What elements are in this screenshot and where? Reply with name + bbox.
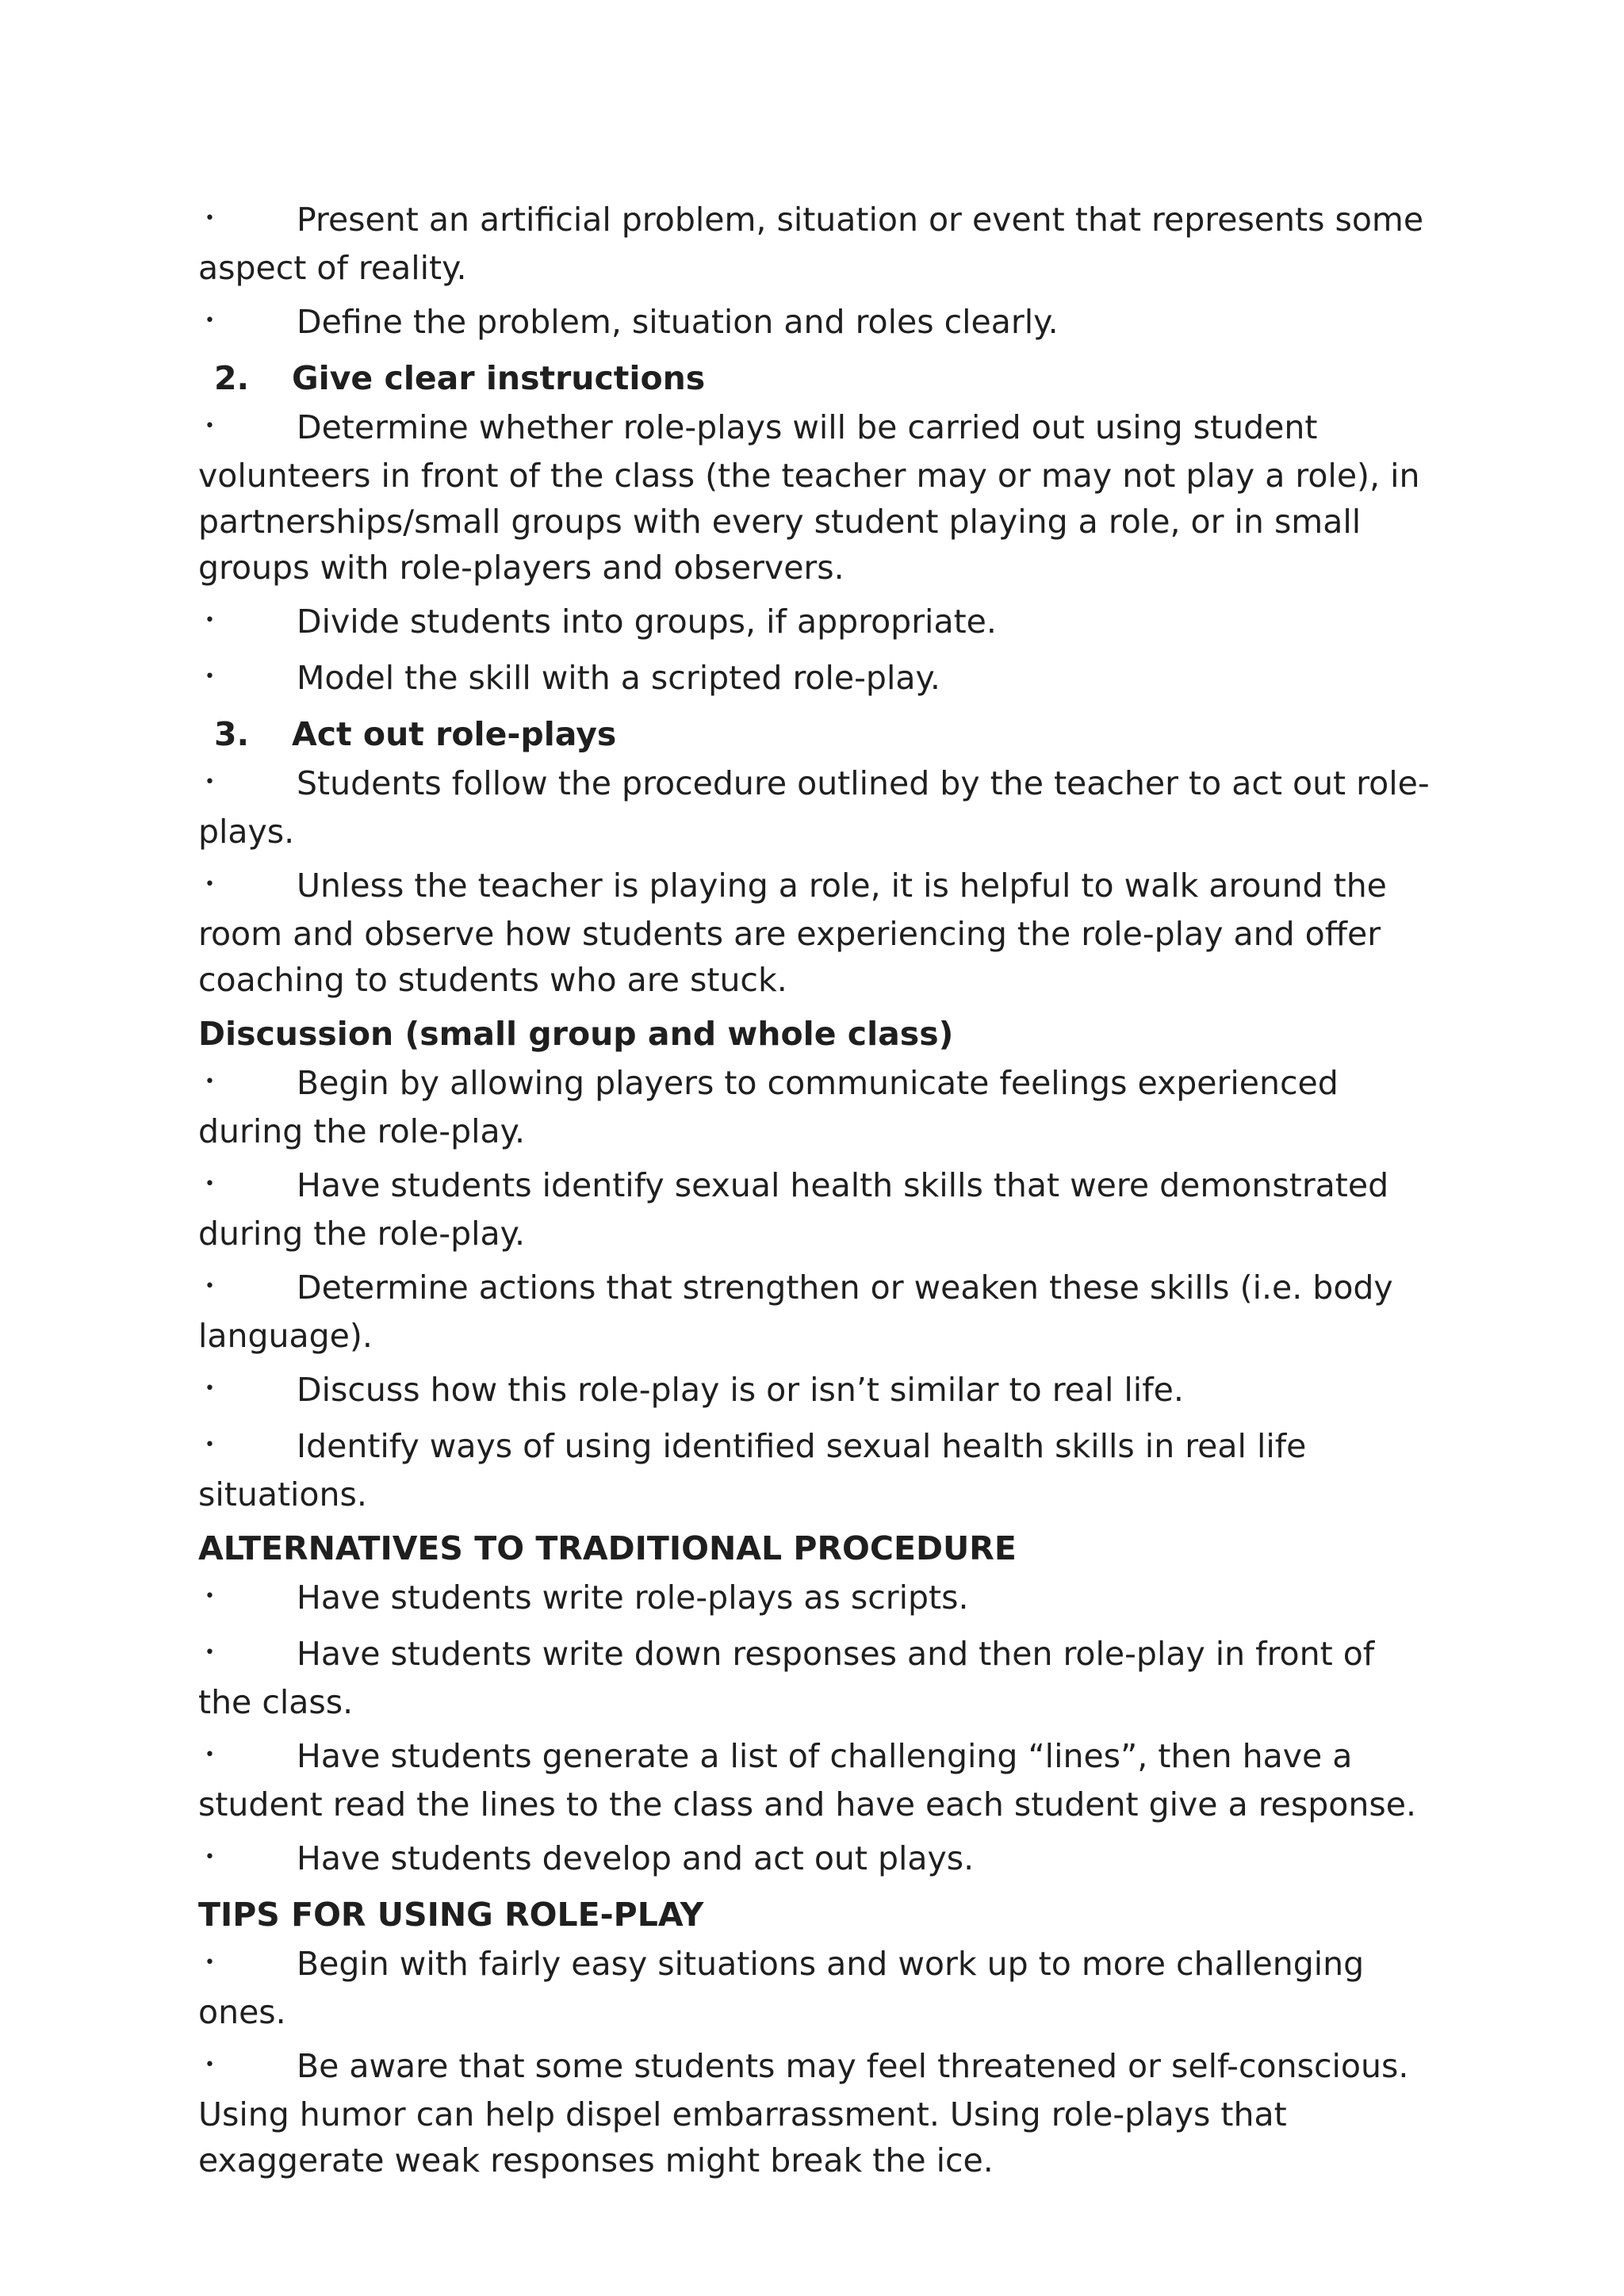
bullet-item [198, 1162, 1435, 1257]
bullet-icon: • [205, 1586, 215, 1606]
bullet-text: Discuss how this role-play is or isn’t similar to real life. [297, 1371, 1184, 1409]
bullet-icon: • [205, 416, 215, 436]
bullet-item [198, 1835, 1435, 1884]
bullet-icon: • [205, 610, 215, 630]
bullet-text: Begin with fairly easy situations and work up to more challenging ones. [198, 1945, 1365, 2031]
section-heading: Discussion (small group and whole class) [198, 1015, 954, 1053]
bullet-icon: • [205, 1379, 215, 1399]
bullet-item [198, 599, 1435, 647]
bullet-item [198, 2043, 1435, 2183]
bullet-icon: • [205, 1745, 215, 1765]
bullet-text: Divide students into groups, if appropriate. [297, 603, 997, 641]
bullet-text: Unless the teacher is playing a role, it is helpful to walk around the room and observe how students are experiencing the role-play and offer coaching to students who are stuck. [198, 867, 1387, 999]
bullet-item [198, 1575, 1435, 1623]
bullet-item [198, 655, 1435, 703]
step-number: 2. [214, 359, 250, 397]
bullet-icon: • [205, 667, 215, 687]
bullet-text: Present an artificial problem, situation or event that represents some aspect of reality. [198, 201, 1424, 287]
step-number: 3. [214, 715, 250, 753]
bullet-text: Have students write down responses and then role-play in front of the class. [198, 1635, 1375, 1721]
bullet-icon: • [205, 1847, 215, 1867]
section-heading: ALTERNATIVES TO TRADITIONAL PROCEDURE [198, 1529, 1017, 1567]
bullet-text: Have students write role-plays as scripts. [297, 1578, 969, 1617]
bullet-icon: • [205, 1072, 215, 1092]
bullet-text: Have students develop and act out plays. [297, 1839, 975, 1877]
bullet-text: Identify ways of using identified sexual health skills in real life situations. [198, 1427, 1307, 1513]
step-title: Give clear instructions [292, 359, 706, 397]
bullet-text: Define the problem, situation and roles clearly. [297, 303, 1059, 341]
bullet-icon: • [205, 1174, 215, 1194]
bullet-text: Have students identify sexual health skills that were demonstrated during the role-play. [198, 1166, 1389, 1253]
bullet-item [198, 1733, 1435, 1827]
section-heading: TIPS FOR USING ROLE-PLAY [198, 1896, 704, 1934]
bullet-text: Students follow the procedure outlined by the teacher to act out role-plays. [198, 764, 1430, 851]
bullet-text: Be aware that some students may feel threatened or self-conscious. Using humor can help dispel embarrassment. Using role-plays that exaggerate weak responses might break the ice. [198, 2047, 1409, 2179]
bullet-text: Model the skill with a scripted role-play. [297, 659, 940, 697]
bullet-icon: • [205, 1435, 215, 1455]
bullet-item [198, 299, 1435, 347]
numbered-step-heading [198, 355, 1435, 401]
bullet-text: Determine whether role-plays will be carried out using student volunteers in front of the class (the teacher may or may not play a role), in partnerships/small groups with every student playing a role, or in small groups with role-players and observers. [198, 408, 1420, 587]
bullet-icon: • [205, 209, 215, 228]
bullet-icon: • [205, 1276, 215, 1296]
bullet-item [198, 1265, 1435, 1359]
bullet-text: Have students generate a list of challenging “lines”, then have a student read the lines to the class and have each student give a response. [198, 1737, 1416, 1823]
bullet-item [198, 760, 1435, 855]
bullet-item [198, 1060, 1435, 1154]
document-page [198, 197, 1435, 2191]
bullet-item [198, 1367, 1435, 1415]
bullet-text: Begin by allowing players to communicate feelings experienced during the role-play. [198, 1064, 1339, 1150]
bullet-item [198, 197, 1435, 291]
numbered-step-heading [198, 711, 1435, 757]
bullet-icon: • [205, 1953, 215, 1973]
bullet-item [198, 863, 1435, 1003]
bullet-item [198, 404, 1435, 591]
step-title: Act out role-plays [292, 715, 617, 753]
bullet-text: Determine actions that strengthen or weaken these skills (i.e. body language). [198, 1269, 1393, 1355]
bullet-icon: • [205, 874, 215, 894]
bullet-icon: • [205, 311, 215, 331]
bullet-item [198, 1941, 1435, 2035]
bullet-icon: • [205, 772, 215, 792]
bullet-item [198, 1631, 1435, 1725]
bullet-icon: • [205, 1643, 215, 1663]
bullet-icon: • [205, 2055, 215, 2075]
bullet-item [198, 1423, 1435, 1517]
